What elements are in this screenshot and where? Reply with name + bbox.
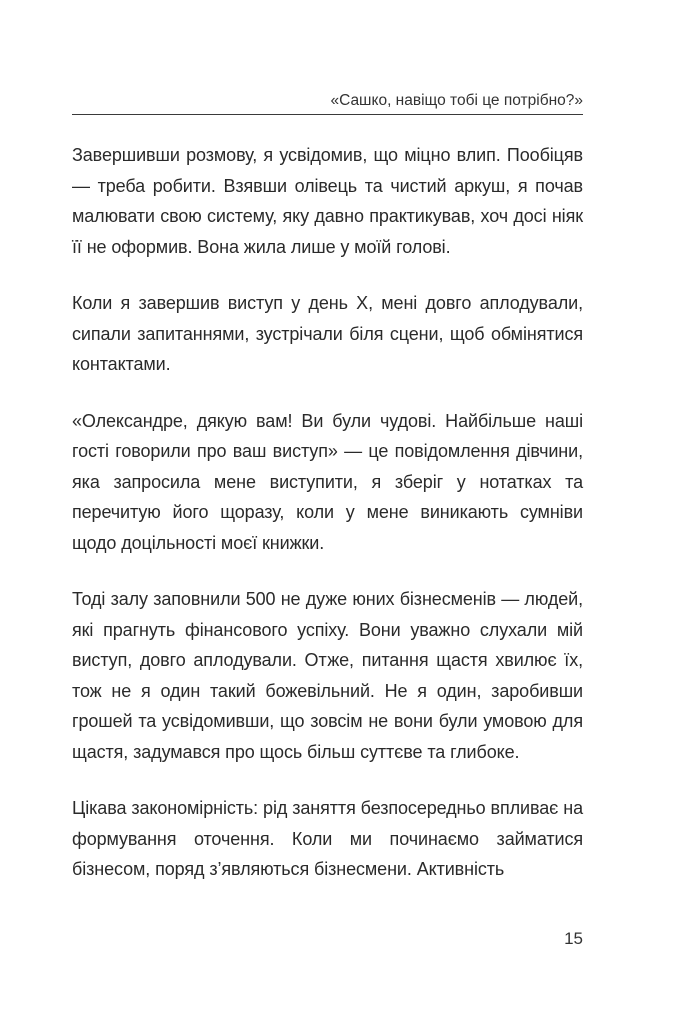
header-divider xyxy=(72,114,583,115)
body-text xyxy=(72,140,583,885)
paragraph-2: Коли я завершив виступ у день Х, мені довго аплодували, сипали запитаннями, зустрічали біля сцени, щоб обмінятися контактами. xyxy=(72,293,583,374)
paragraph-4: Тоді залу заповнили 500 не дуже юних бізнесменів — людей, які прагнуть фінансового успіху. Вони уважно слухали мій виступ, довго аплодували. Отже, питання щастя хвилює їх, тож не я один такий божевільний. Не я один, заробивши грошей та усвідомивши, що зовсім не вони були умовою для щастя, задумався про щось більш суттєве та глибоке. xyxy=(72,589,583,762)
paragraph-5: Цікава закономірність: рід заняття безпосередньо впливає на формування оточення. Коли ми починаємо займатися бізнесом, поряд з’являються бізнесмени. Активність xyxy=(72,798,583,879)
paragraph-1: Завершивши розмову, я усвідомив, що міцно влип. Пообіцяв — треба робити. Взявши олівець та чистий аркуш, я почав малювати свою систему, яку давно практикував, хоч досі ніяк її не оформив. Вона жила лише у моїй голові. xyxy=(72,145,583,257)
running-header-title: «Сашко, навіщо тобі це потрібно?» xyxy=(330,92,583,109)
page-number: 15 xyxy=(564,929,583,948)
paragraph-3: «Олександре, дякую вам! Ви були чудові. Найбільше наші гості говорили про ваш виступ» — це повідомлення дівчини, яка запросила мене виступити, я зберіг у нотатках та перечитую його щоразу, коли у мене виникають сумніви щодо доцільності моєї книжки. xyxy=(72,410,583,553)
